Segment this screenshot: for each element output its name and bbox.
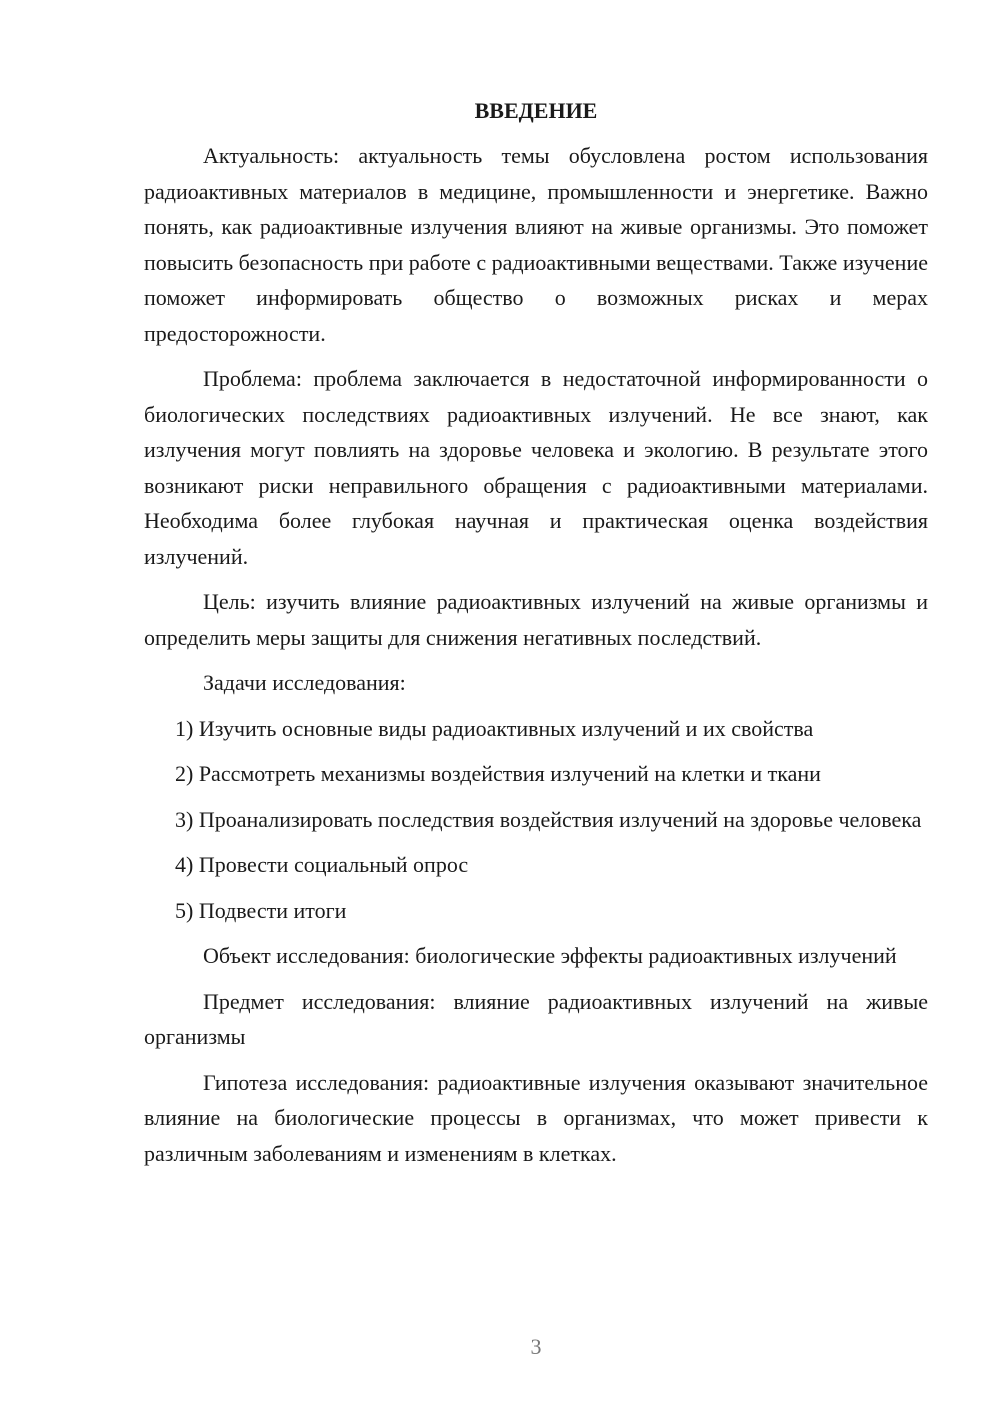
problem-paragraph: Проблема: проблема заключается в недостаточной информированности о биологических последствиях радиоактивных излучений. Не все знают, как излучения могут повлиять на здоровье человека и экологию. В результате этого возникают риски неправильного обращения с радиоактивными материалами. Необходима более глубокая научная и практическая оценка воздействия излучений. (144, 366, 928, 569)
page-content (144, 96, 928, 1171)
page-title: ВВЕДЕНИЕ (474, 98, 598, 123)
hypothesis-paragraph: Гипотеза исследования: радиоактивные излучения оказывают значительное влияние на биологические процессы в организмах, что может привести к различным заболеваниям и изменениям в клетках. (144, 1069, 928, 1166)
tasks-heading: Задачи исследования: (203, 670, 406, 695)
task-item: 4) Провести социальный опрос (175, 852, 469, 877)
task-item: 1) Изучить основные виды радиоактивных излучений и их свойства (175, 715, 814, 741)
task-item: 5) Подвести итоги (175, 897, 347, 923)
subject-paragraph: Предмет исследования: влияние радиоактивных излучений на живые организмы (144, 988, 928, 1049)
goal-paragraph: Цель: изучить влияние радиоактивных излучений на живые организмы и определить меры защиты для снижения негативных последствий. (144, 589, 928, 650)
task-item: 2) Рассмотреть механизмы воздействия излучений на клетки и ткани (175, 761, 821, 786)
object-paragraph: Объект исследования: биологические эффекты радиоактивных излучений (203, 943, 897, 968)
task-item: 3) Проанализировать последствия воздействия излучений на здоровье человека (175, 806, 922, 832)
relevance-paragraph: Актуальность: актуальность темы обусловлена ростом использования радиоактивных материалов в медицине, промышленности и энергетике. Важно понять, как радиоактивные излучения влияют на живые организмы. Это поможет повысить безопасность при работе с радиоактивными веществами. Также изучение поможет информировать общество о возможных рисках и мерах предосторожности. (144, 143, 928, 346)
page-number: 3 (530, 1334, 542, 1359)
